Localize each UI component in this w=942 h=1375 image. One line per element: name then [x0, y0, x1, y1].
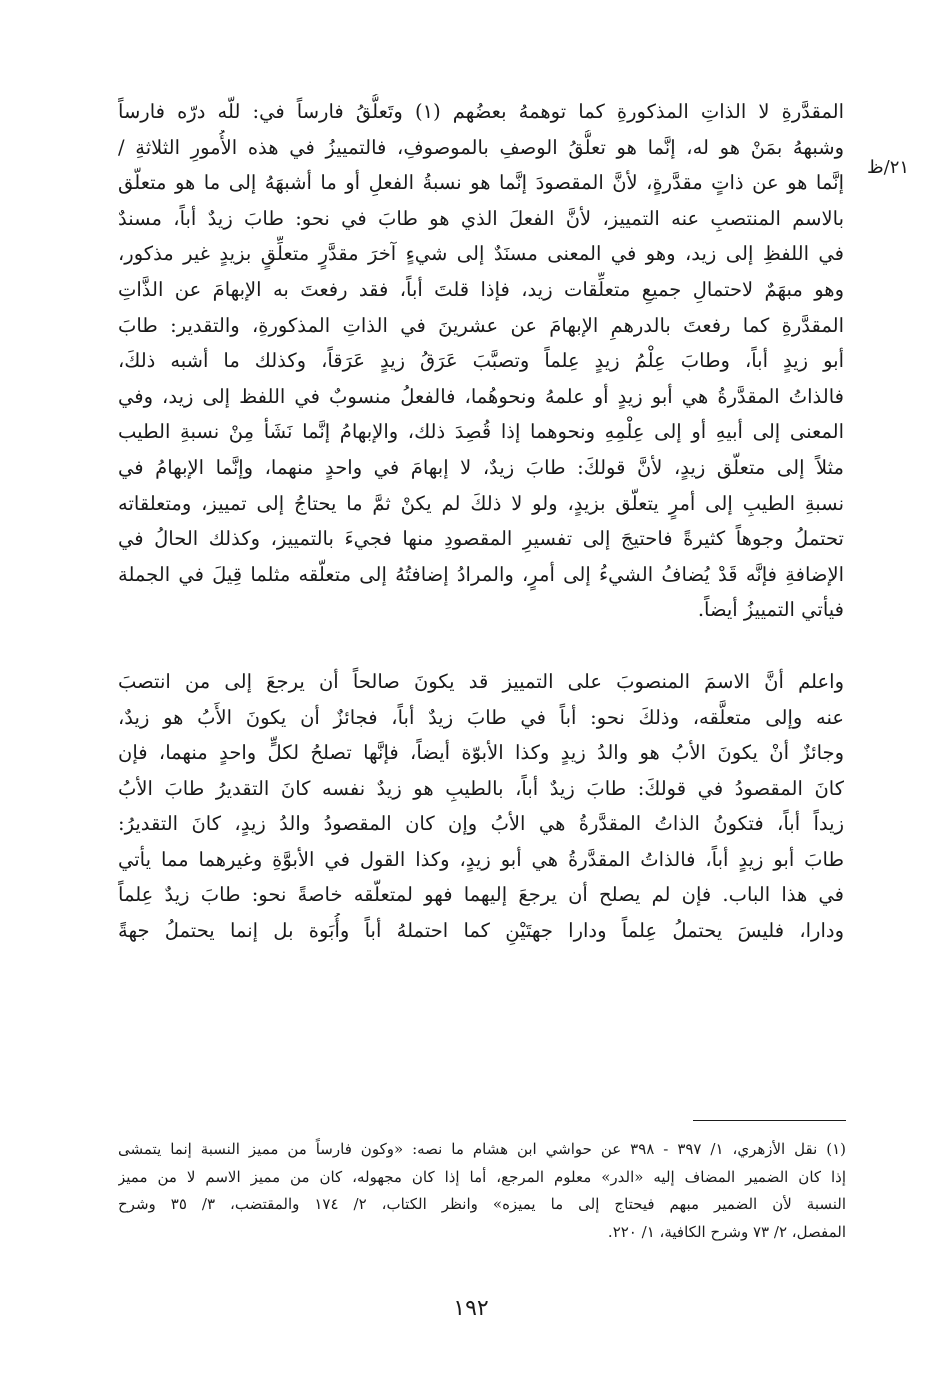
- footnote-divider: [693, 1120, 846, 1121]
- text-line: وهو مبهَمٌ لاحتمالِ جميعِ متعلِّقات زيد، فإذا قلتَ أباً، فقد رفعتَ به الإبهامَ عن الذَّاتِ: [118, 277, 844, 301]
- text-line: وجائزٌ أنْ يكونَ الأبُ هو والدُ زيدٍ وكذا الأبوّة أيضاً، فإنَّها تصلحُ لكلٍّ واحدٍ منهما، فإن: [118, 741, 844, 765]
- text-line: نسبةِ الطيبِ إلى أمرٍ يتعلّق بزيدٍ، ولو لا ذلكَ لم يكنْ ثمَّ ما يحتاجُ إلى تمييز، ومتعلقاته: [118, 491, 844, 515]
- text-line: طابَ أبو زيدٍ أباً، فالذاتُ المقدَّرةُ هي أبو زيدٍ، وكذا القول في الأبوَّةِ وغيرهما مما يأتي: [118, 847, 844, 871]
- footnotes: [118, 1136, 846, 1246]
- text-line: إنَّما هو عن ذاتٍ مقدَّرةٍ، لأنَّ المقصودَ إنَّما هو نسبةُ الفعلِ أو ما أشبهَهُ إلى ما هو متعلّق: [118, 171, 844, 195]
- text-line: تحتملُ وجوهاً كثيرةً فاحتيجَ إلى تفسيرِ المقصودِ منها فجيءَ بالتمييز، وكذلك الحالُ في: [118, 527, 844, 551]
- text-line: زيداً أباً، فتكونُ الذاتُ المقدَّرةُ هي الأبُ وإن كان المقصودُ والدُ زيدٍ، كانَ التقديرُ:: [118, 812, 844, 836]
- text-line: في اللفظِ إلى زيد، وهو في المعنى مسنَدٌ إلى شيءٍ آخرَ مقدَّرٍ متعلِّقٍ بزيدٍ غير مذكور،: [118, 242, 844, 266]
- footnote-line: المفصل، ٢/ ٧٣ وشرح الكافية، ١/ ٢٢٠.: [607, 1222, 846, 1241]
- text-line: أبو زيدٍ أباً، وطابَ عِلْمُ زيدٍ عِلماً وتصبَّبَ عَرَقُ زيدٍ عَرَقاً، وكذلك ما أشبه ذلكَ،: [118, 349, 844, 373]
- paragraph-2: [118, 664, 844, 949]
- footnote-line: إذا كان الضمير المضاف إليه «الدر» معلوم المرجع، أما إذا كان مجهوله، كان من مميز الاسم لا من مميز: [118, 1167, 846, 1186]
- text-line: المقدَّرةِ كما رفعتَ بالدرهمِ الإبهامَ عن عشرينَ في الذاتِ المذكورةِ، والتقدير: طابَ: [118, 313, 844, 337]
- page-number: ١٩٢: [453, 1296, 489, 1321]
- text-line: وشبههُ بمَنْ هو له، إنَّما هو تعلُّقُ الوصفِ بالموصوفِ، فالتمييزُ في هذه الأُمورِ الثلاثةِ /: [118, 135, 844, 159]
- main-text: [118, 94, 844, 949]
- text-line: فيأتي التمييزُ أيضاً.: [697, 598, 844, 622]
- paragraph-1: [118, 94, 844, 628]
- text-line: فالذاتُ المقدَّرةُ هي أبو زيدٍ أو علمهُ ونحوهُما، فالفعلُ منسوبٌ في اللفظ إلى زيد، وفي: [118, 384, 844, 408]
- paragraph-gap: [118, 628, 844, 664]
- text-line: واعلم أنَّ الاسمَ المنصوبَ على التمييز قد يكونَ صالحاً أن يرجعَ إلى من انتصبَ: [118, 669, 844, 693]
- text-line: المقدَّرةِ لا الذاتِ المذكورةِ كما توهمهُ بعضُهم (١) وتَعلُّقُ فارساً في: للّه درّه فارساً: [118, 100, 844, 123]
- manuscript-folio-marker: ٢١/ظ: [866, 157, 910, 178]
- footnote-line: النسبة لأن الضمير مبهم فيحتاج إلى ما يميزه» وانظر الكتاب، ٢/ ١٧٤ والمقتضب، ٣/ ٣٥ وشرح: [118, 1195, 846, 1213]
- text-line: عنه وإلى متعلَّقه، وذلكَ نحو: أباً في طابَ زيدٌ أباً، فجائزٌ أن يكونَ الأَبُ هو زيدٌ،: [118, 705, 844, 729]
- text-line: في هذا الباب. فإن لم يصلح أن يرجعَ إليهما فهو لمتعلّقه خاصةً نحو: طابَ زيدٌ عِلماً: [118, 883, 844, 907]
- text-line: ودارا، فليسَ يحتملُ عِلماً ودارا جهتَيْنِ كما احتملهُ أباً وأُبَوة بل إنما يحتملُ جهةً: [118, 919, 844, 943]
- text-line: بالاسم المنتصبِ عنه التمييز، لأنَّ الفعلَ الذي هو طابَ في نحو: طابَ زيدٌ أباً، مسندٌ: [118, 206, 844, 230]
- text-line: الإضافةِ فإنَّه قَدْ يُضافُ الشيءُ إلى أمرٍ، والمرادُ إضافتُهُ إلى متعلّقه مثلما قِيلَ في الجملة: [118, 562, 844, 586]
- text-line: المعنى إلى أبيهِ أو إلى عِلْمِهِ ونحوهما إذا قُصِدَ ذلك، والإبهامُ إنَّما نَشَأ مِنْ نسبةِ الطيب: [118, 420, 844, 444]
- text-line: كانَ المقصودُ في قولكَ: طابَ زيدٌ أباً، بالطيبِ هو زيدٌ نفسه كانَ التقديرُ طابَ الأبُ: [118, 776, 844, 800]
- footnote-line: (١) نقل الأزهري، ١/ ٣٩٧ - ٣٩٨ عن حواشي ابن هشام ما نصه: «وكون فارساً من مميز النسبة إنما يتمشى: [118, 1140, 846, 1158]
- text-line: مثلاً إلى متعلّق زيدٍ، لأنَّ قولكَ: طابَ زيدٌ، لا إبهامَ في واحدٍ منهما، وإنَّما الإبهامُ في: [118, 455, 844, 479]
